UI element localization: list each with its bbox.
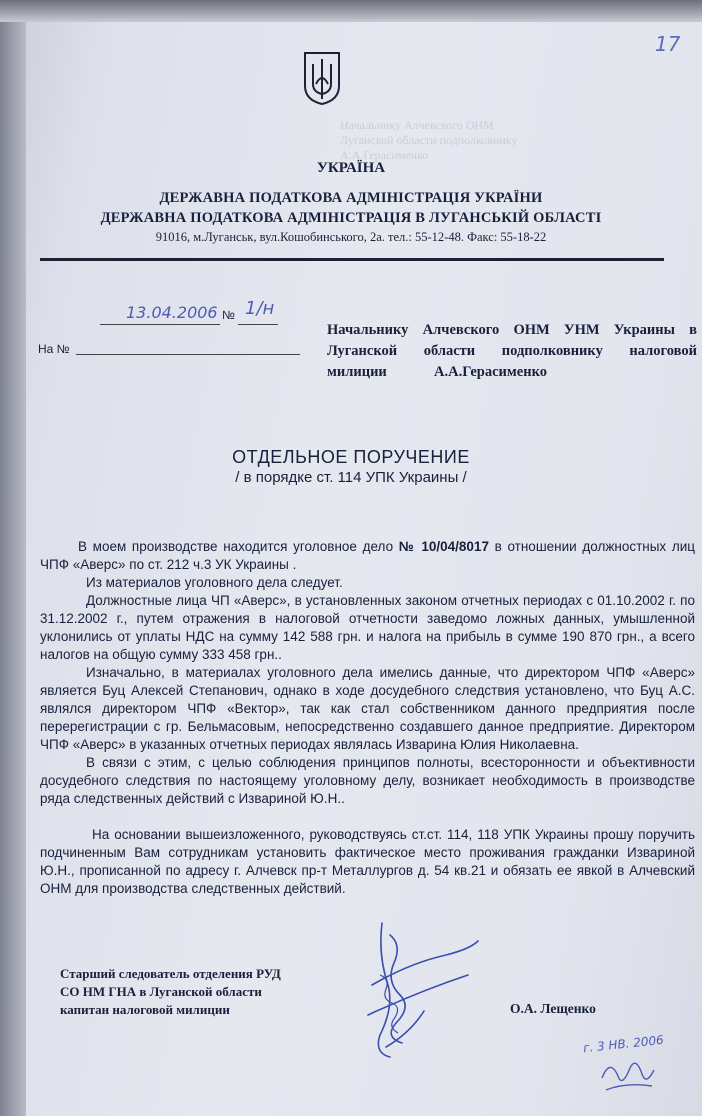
number-label: № xyxy=(222,308,235,322)
signer-rank: капитан налоговой милиции xyxy=(60,1002,230,1017)
signer-position-2: СО НМ ГНА в Луганской области xyxy=(60,984,262,999)
document-subtitle: / в порядке ст. 114 УПК Украины / xyxy=(235,469,467,486)
date-underline xyxy=(100,324,220,325)
org-line-1: ДЕРЖАВНА ПОДАТКОВА АДМІНІСТРАЦІЯ УКРАЇНИ xyxy=(159,190,543,206)
addressee-name: А.А.Герасименко xyxy=(434,364,547,380)
signer-position-1: Старший следователь отделения РУД xyxy=(60,966,281,981)
paragraph-director: Изначально, в материалах уголовного дела имелись данные, что директором ЧПФ «Аверс» является Буц Алексей Степанович, однако в ходе досудебного следствия установлено, что Буц А.С. являлся директором ЧПФ «Вектор», так как стал собственником данного предприятия после перерегистрации с гр. Бельмасовым, непосредственно создавшего данное предприятие. Директором ЧПФ «Аверс» в указанных отчетных периодах являлась Изварина Юлия Николаевна. xyxy=(40,665,695,752)
document-title: ОТДЕЛЬНОЕ ПОРУЧЕНИЕ xyxy=(232,447,470,467)
number-underline xyxy=(238,324,278,325)
paragraph-evasion: Должностные лица ЧП «Аверс», в установленных законом отчетных периодах с 01.10.2002 г. по 31.12.2002 г., путем отражения в налоговой отчетности заведомо ложных данных, умышленной уклонились от уплаты НДС на сумму 142 588 грн. и налога на прибыль в сумме 190 870 грн., а всего налогов на общую сумму 333 458 грн.. xyxy=(40,593,695,662)
initials-scribble-icon xyxy=(592,1048,662,1098)
handwritten-number: 1/н xyxy=(245,298,275,319)
paragraph-case xyxy=(40,538,695,574)
paragraph-materials: Из материалов уголовного дела следует. xyxy=(86,575,343,590)
show-through-text: Начальнику Алчевского ОНМ Луганской области подполковнику А.А.Герасименко xyxy=(340,118,518,162)
case-number: № 10/04/8017 xyxy=(398,539,489,554)
paragraph-case-tail: в отношении должностных лиц ЧПФ «Аверс» по ст. 212 ч.3 УК Украины . xyxy=(40,539,695,572)
addressee-line-3 xyxy=(327,362,547,383)
addressee-line-2: Луганской области подполковнику налоговой xyxy=(327,343,697,359)
trident-emblem-icon xyxy=(302,50,342,106)
header-divider xyxy=(40,258,664,261)
letter-body xyxy=(40,538,695,898)
handwritten-signature-icon xyxy=(350,915,490,1065)
paragraph-case-lead: В моем производстве находится уголовное дело xyxy=(78,539,399,554)
receipt-stamp: г. 3 НВ. 2006 xyxy=(582,1032,665,1056)
corner-mark: 17 xyxy=(655,32,681,56)
org-address: 91016, м.Луганськ, вул.Кошобинського, 2а. тел.: 55-12-48. Факс: 55-18-22 xyxy=(155,230,547,244)
reference-label: На № xyxy=(38,342,70,356)
country-heading: УКРАЇНА xyxy=(316,160,386,176)
addressee-line-1: Начальнику Алчевского ОНМ УНМ Украины в xyxy=(327,322,697,338)
signature-block xyxy=(60,965,281,1019)
signer-name: О.А. Лещенко xyxy=(510,1001,596,1016)
org-line-2: ДЕРЖАВНА ПОДАТКОВА АДМІНІСТРАЦІЯ В ЛУГАНСЬКІЙ ОБЛАСТІ xyxy=(100,210,602,226)
addressee-rank-tail: милиции xyxy=(327,364,387,380)
paragraph-request: На основании вышеизложенного, руководствуясь ст.ст. 114, 118 УПК Украины прошу поручить подчиненным Вам сотрудникам установить фактическое место проживания гражданки Извариной Ю.Н., прописанной по адресу г. Алчевск пр-т Металлургов д. 54 кв.21 и обязать ее явкой в Алчевский ОНМ для производства следственных действий. xyxy=(40,827,695,896)
handwritten-date: 13.04.2006 xyxy=(126,303,218,322)
reference-underline xyxy=(76,354,300,355)
paragraph-necessity: В связи с этим, с целью соблюдения принципов полноты, всесторонности и объективности досудебного следствия по настоящему уголовному делу, возникает необходимость в производстве ряда следственных действий с Извариной Ю.Н.. xyxy=(40,755,695,806)
